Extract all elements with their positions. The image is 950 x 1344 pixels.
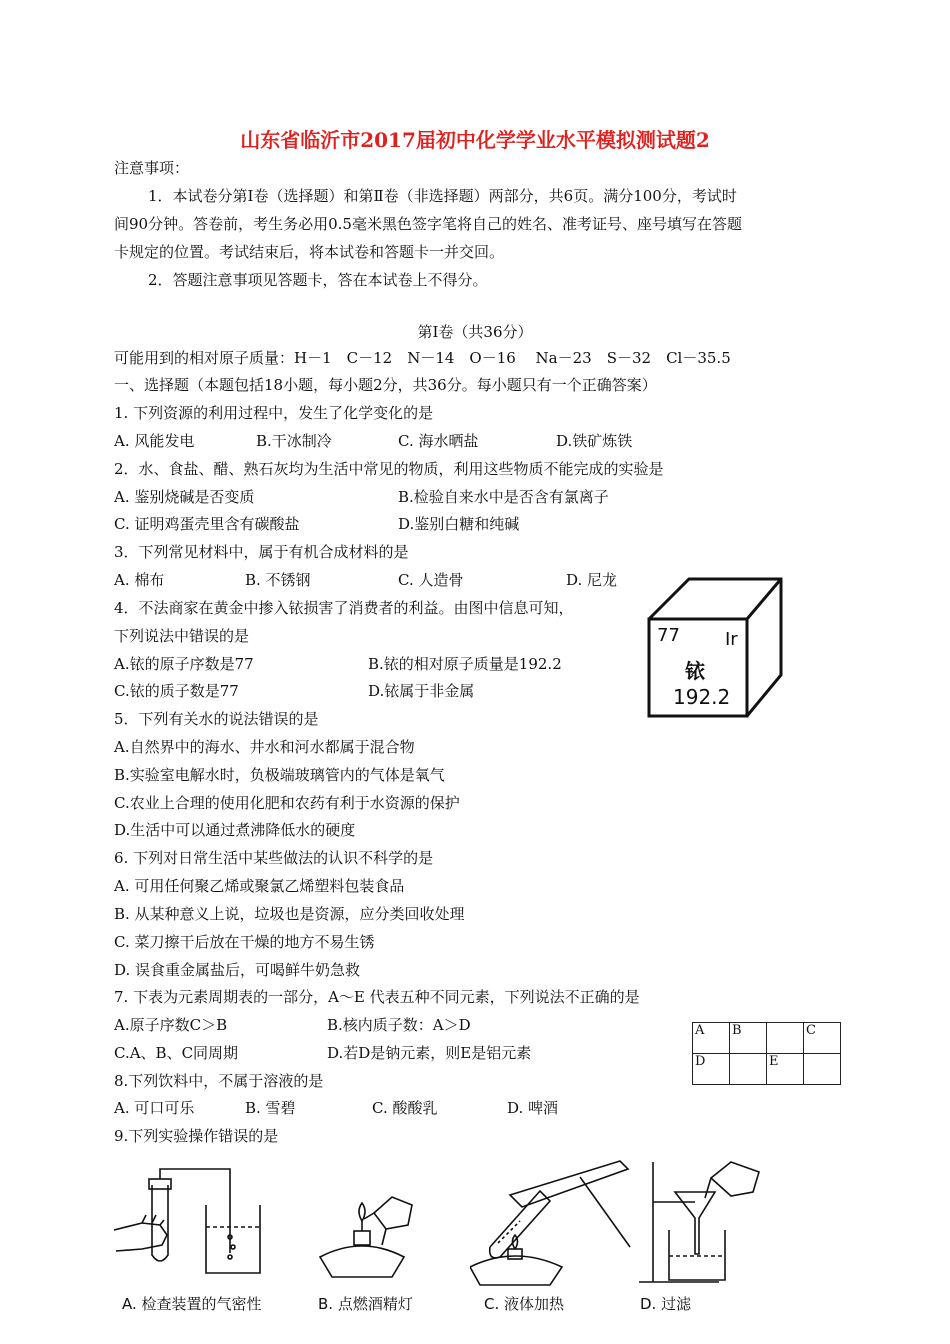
element-name: 铱 bbox=[685, 659, 705, 683]
option: A. 可用任何聚乙烯或聚氯乙烯塑料包装食品 bbox=[114, 877, 405, 895]
question-stem: 4．不法商家在黄金中掺入铱损害了消费者的利益。由图中信息可知， bbox=[114, 599, 574, 617]
question-stem: 下列说法中错误的是 bbox=[114, 627, 250, 645]
table-cell: E bbox=[767, 1054, 804, 1085]
element-symbol: Ir bbox=[725, 629, 738, 650]
option: C. 海水晒盐 bbox=[398, 432, 479, 450]
option: A.铱的原子序数是77 bbox=[114, 655, 254, 673]
option: A.原子序数C＞B bbox=[114, 1016, 228, 1034]
table-cell: C bbox=[804, 1023, 841, 1054]
option: D. 啤酒 bbox=[507, 1099, 559, 1117]
option: B.实验室电解水时，负极端玻璃管内的气体是氧气 bbox=[114, 766, 445, 784]
option: B.铱的相对原子质量是192.2 bbox=[368, 655, 562, 673]
alcohol-lamp-figure bbox=[312, 1185, 422, 1285]
notice-line: 1．本试卷分第Ⅰ卷（选择题）和第Ⅱ卷（非选择题）两部分，共6页。满分100分，考试时 bbox=[148, 187, 737, 205]
option: D. 误食重金属盐后，可喝鲜牛奶急救 bbox=[114, 961, 361, 979]
periodic-table-excerpt bbox=[692, 1022, 841, 1085]
option: B.核内质子数：A＞D bbox=[327, 1016, 471, 1034]
notice-line: 卡规定的位置。考试结束后，将本试卷和答题卡一并交回。 bbox=[114, 243, 505, 261]
option: C. 人造骨 bbox=[398, 571, 464, 589]
notice-line: 间90分钟。答卷前，考生务必用0.5毫米黑色签字笔将自己的姓名、准考证号、座号填写在答题 bbox=[114, 215, 742, 233]
figure-label: A. 检查装置的气密性 bbox=[122, 1295, 262, 1313]
table-cell: B bbox=[730, 1023, 767, 1054]
notice-heading: 注意事项： bbox=[114, 159, 190, 177]
table-cell bbox=[730, 1054, 767, 1085]
table-cell bbox=[804, 1054, 841, 1085]
question-stem: 2．水、食盐、醋、熟石灰均为生活中常见的物质，利用这些物质不能完成的实验是 bbox=[114, 460, 664, 478]
option: B. 不锈钢 bbox=[245, 571, 311, 589]
filtration-figure bbox=[635, 1158, 775, 1288]
table-row bbox=[693, 1054, 841, 1085]
question-stem: 1. 下列资源的利用过程中，发生了化学变化的是 bbox=[114, 404, 434, 422]
option: D.鉴别白糖和纯碱 bbox=[398, 515, 520, 533]
option: B.干冰制冷 bbox=[256, 432, 332, 450]
figure-label: B. 点燃酒精灯 bbox=[318, 1295, 413, 1313]
table-row bbox=[693, 1023, 841, 1054]
table-cell: D bbox=[693, 1054, 730, 1085]
option: B.检验自来水中是否含有氯离子 bbox=[398, 488, 609, 506]
part-heading: 一、选择题（本题包括18小题，每小题2分，共36分。每小题只有一个正确答案） bbox=[114, 376, 657, 394]
option: C. 菜刀擦干后放在干燥的地方不易生锈 bbox=[114, 933, 375, 951]
element-mass: 192.2 bbox=[673, 685, 731, 709]
section-heading: 第Ⅰ卷（共36分） bbox=[417, 323, 533, 341]
option: C. 证明鸡蛋壳里含有碳酸盐 bbox=[114, 515, 300, 533]
question-stem: 9.下列实验操作错误的是 bbox=[114, 1127, 279, 1145]
question-stem: 7. 下表为元素周期表的一部分，A～E 代表五种不同元素，下列说法不正确的是 bbox=[114, 988, 640, 1006]
option: D.铁矿炼铁 bbox=[556, 432, 633, 450]
element-number: 77 bbox=[657, 625, 680, 646]
table-cell: A bbox=[693, 1023, 730, 1054]
notice-line: 2．答题注意事项见答题卡，答在本试卷上不得分。 bbox=[148, 271, 488, 289]
question-stem: 5．下列有关水的说法错误的是 bbox=[114, 710, 319, 728]
airtightness-check-figure bbox=[112, 1165, 292, 1285]
table-cell bbox=[767, 1023, 804, 1054]
option: B. 从某种意义上说，垃圾也是资源，应分类回收处理 bbox=[114, 905, 465, 923]
option: B. 雪碧 bbox=[245, 1099, 296, 1117]
option: A.自然界中的海水、井水和河水都属于混合物 bbox=[114, 738, 415, 756]
question-stem: 3．下列常见材料中，属于有机合成材料的是 bbox=[114, 543, 409, 561]
figure-label: D. 过滤 bbox=[640, 1295, 692, 1313]
question-stem: 6. 下列对日常生活中某些做法的认识不科学的是 bbox=[114, 849, 434, 867]
option: A. 棉布 bbox=[114, 571, 165, 589]
page-title: 山东省临沂市2017届初中化学学业水平模拟测试题2 bbox=[240, 128, 710, 152]
option: C.A、B、C同周期 bbox=[114, 1044, 239, 1062]
option: D. 尼龙 bbox=[566, 571, 618, 589]
option: D.铱属于非金属 bbox=[368, 682, 475, 700]
option: A. 鉴别烧碱是否变质 bbox=[114, 488, 255, 506]
atomic-masses: 可能用到的相对原子质量：H－1 C－12 N－14 O－16 Na－23 S－32 Cl－35.5 bbox=[114, 349, 731, 367]
option: C.农业上合理的使用化肥和农药有利于水资源的保护 bbox=[114, 794, 460, 812]
figure-label: C. 液体加热 bbox=[484, 1295, 565, 1313]
heating-liquid-figure bbox=[470, 1155, 640, 1290]
option: D.生活中可以通过煮沸降低水的硬度 bbox=[114, 821, 356, 839]
option: C. 酸酸乳 bbox=[372, 1099, 438, 1117]
question-stem: 8.下列饮料中，不属于溶液的是 bbox=[114, 1072, 324, 1090]
option: A. 风能发电 bbox=[114, 432, 195, 450]
element-cube-figure bbox=[645, 575, 785, 720]
option: D.若D是钠元素，则E是铝元素 bbox=[327, 1044, 532, 1062]
option: A. 可口可乐 bbox=[114, 1099, 195, 1117]
option: C.铱的质子数是77 bbox=[114, 682, 239, 700]
